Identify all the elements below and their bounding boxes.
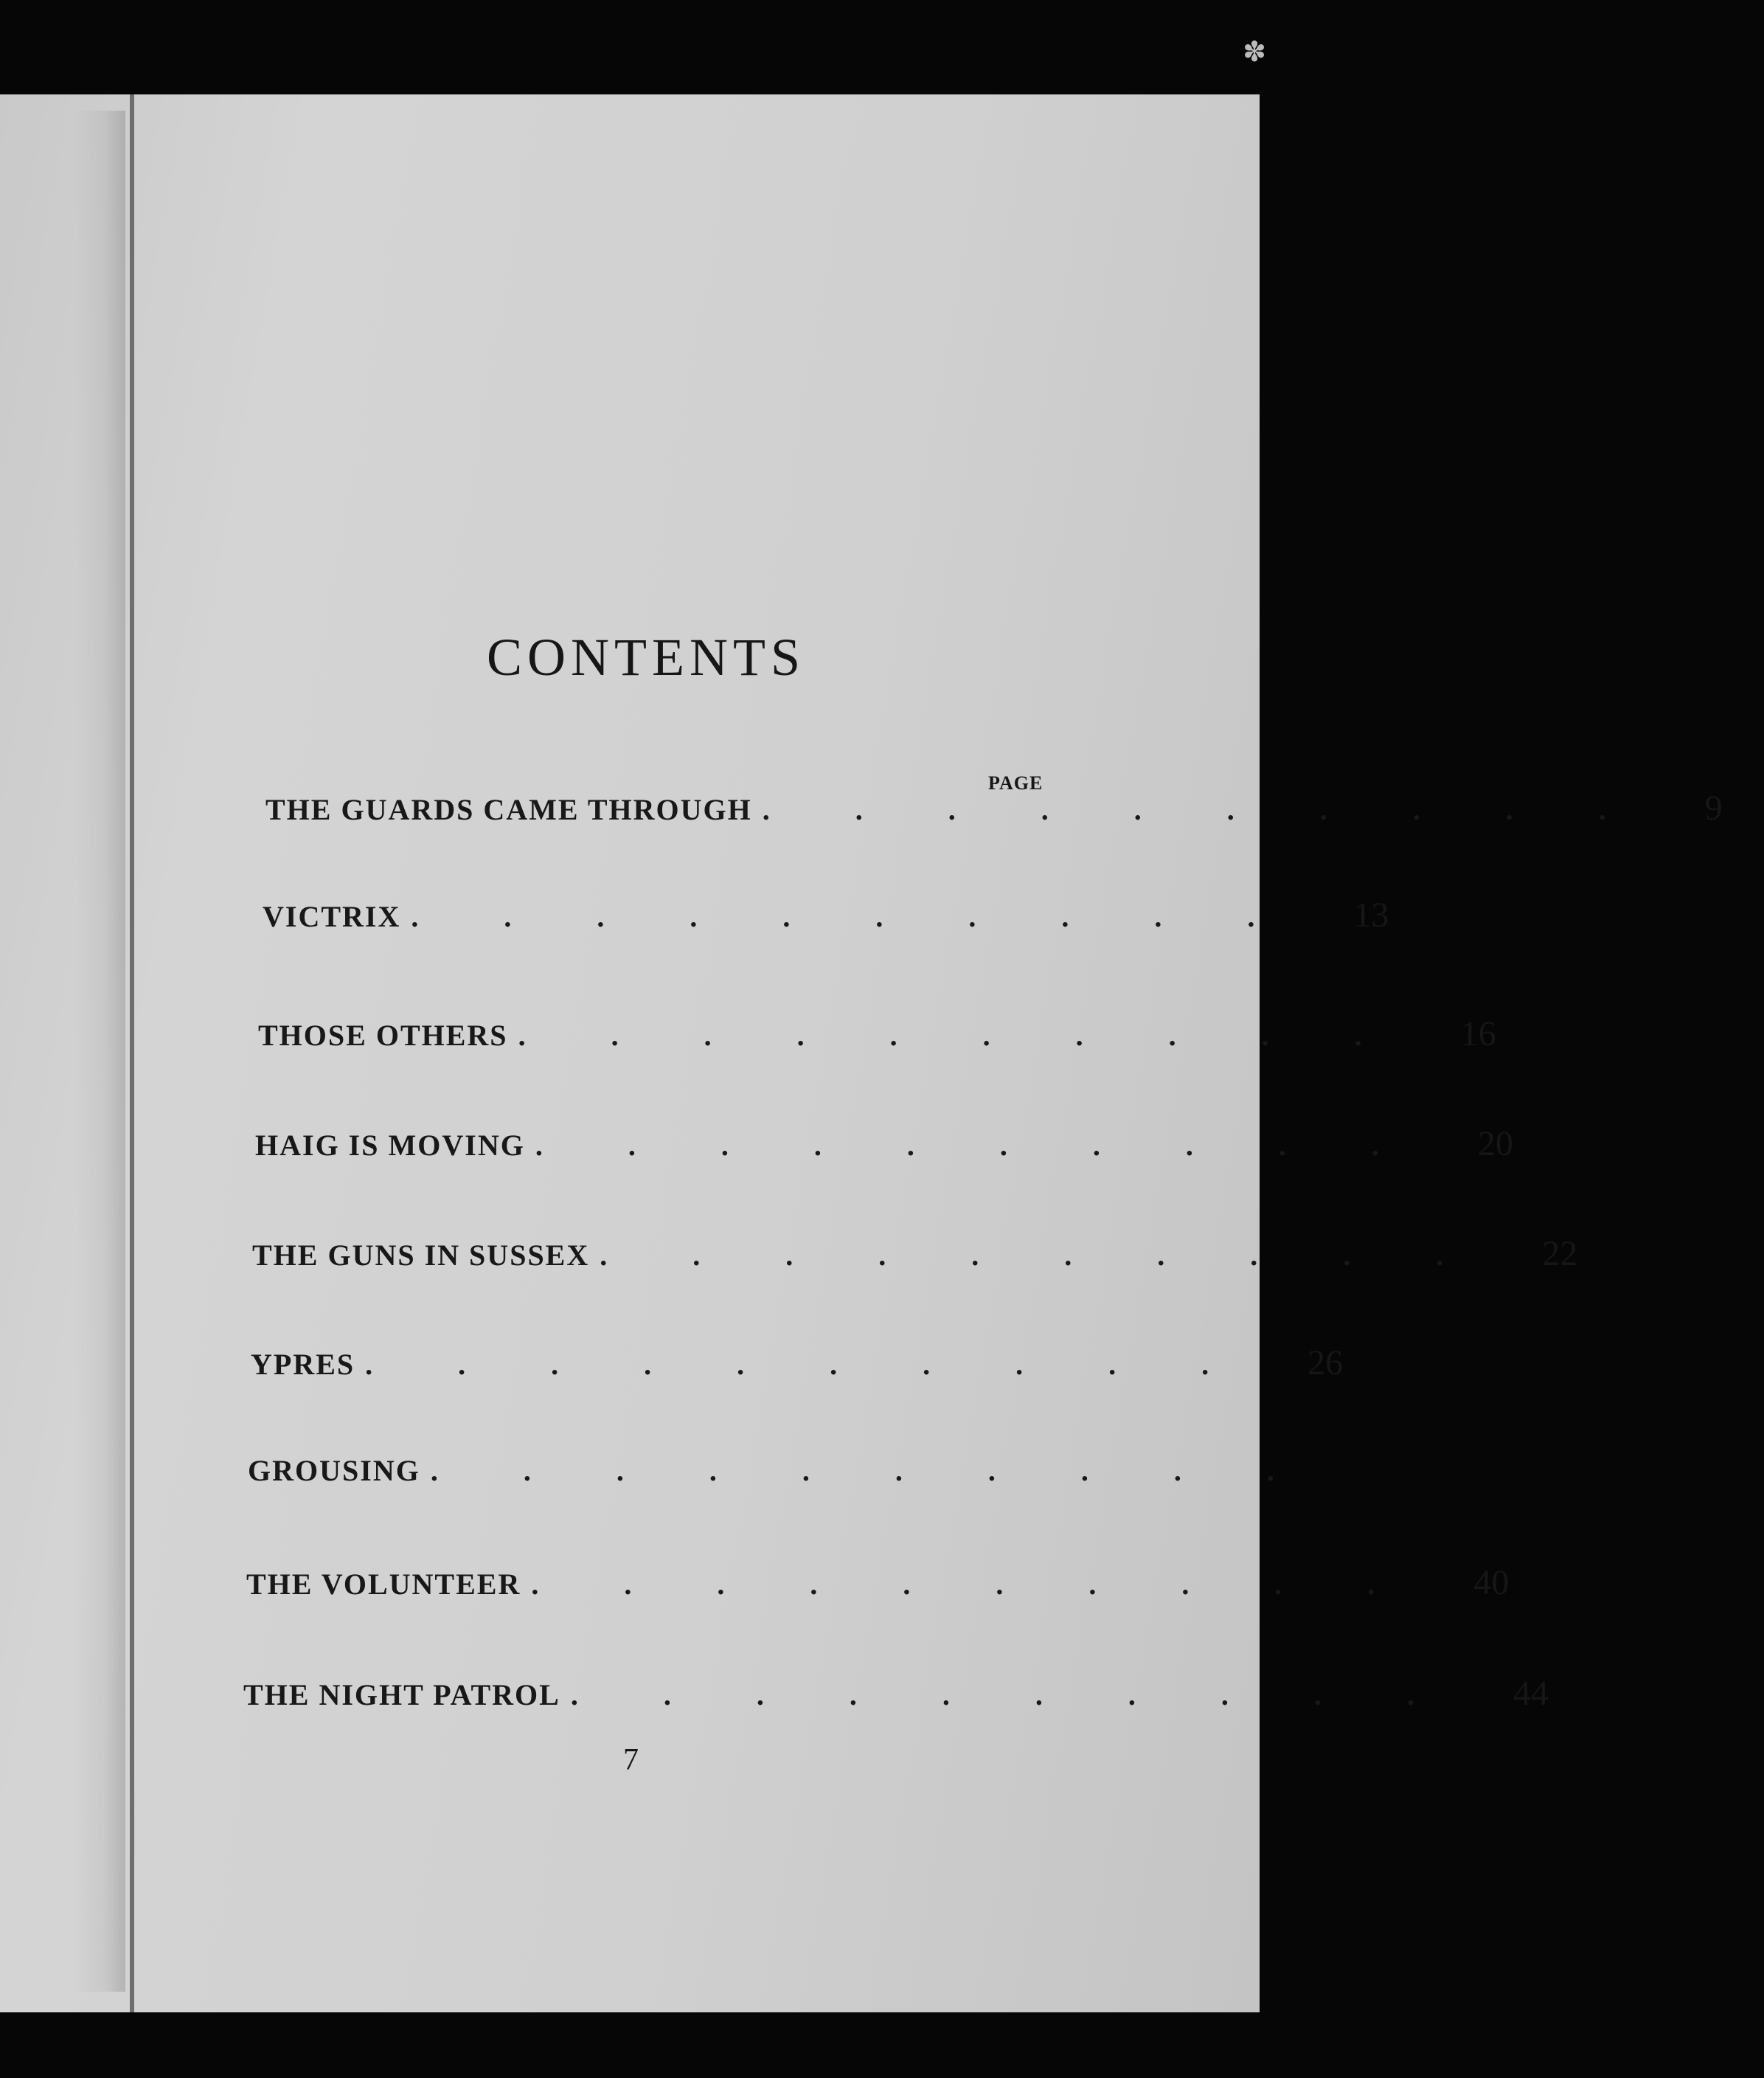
dot-leader: .......... — [762, 793, 1692, 826]
toc-entry-page: 40 — [1473, 1563, 1510, 1602]
page-number: 7 — [623, 1743, 639, 1777]
contents-heading: CONTENTS — [487, 628, 805, 687]
toc-entry-page: 44 — [1513, 1674, 1549, 1713]
toc-entry[interactable] — [251, 1343, 1344, 1394]
toc-entry[interactable] — [243, 1673, 1549, 1725]
toc-entry-page: 20 — [1477, 1124, 1513, 1163]
toc-entry-title: HAIG IS MOVING — [255, 1129, 525, 1162]
dot-leader: .......... — [365, 1348, 1295, 1381]
toc-entry-title: YPRES — [251, 1348, 355, 1381]
toc-entry[interactable] — [265, 788, 1723, 839]
dot-leader: .......... — [518, 1019, 1448, 1052]
toc-entry-page: 26 — [1308, 1343, 1344, 1382]
toc-entry[interactable] — [246, 1562, 1510, 1614]
toc-entry-page: 9 — [1704, 789, 1723, 828]
dot-leader: .......... — [411, 900, 1341, 933]
toc-entry-title: THE GUARDS CAME THROUGH — [265, 793, 752, 826]
toc-entry[interactable] — [248, 1453, 1360, 1505]
gutter-shadow — [74, 111, 125, 1992]
dot-leader: .......... — [535, 1129, 1465, 1162]
toc-entry-page: 22 — [1542, 1234, 1578, 1273]
toc-entry-title: THE NIGHT PATROL — [243, 1678, 560, 1711]
page-column-label: PAGE — [988, 772, 1044, 794]
dot-leader: .......... — [531, 1568, 1461, 1601]
toc-entry-title: THOSE OTHERS — [258, 1019, 508, 1052]
toc-entry-title: GROUSING — [248, 1454, 420, 1487]
dot-leader: .......... — [600, 1239, 1529, 1272]
toc-entry-title: VICTRIX — [263, 900, 401, 933]
toc-entry-page: 13 — [1353, 896, 1389, 935]
toc-entry[interactable] — [263, 895, 1389, 946]
dot-leader: .......... — [570, 1678, 1500, 1711]
scan-artifact-icon: ✽ — [1243, 35, 1266, 68]
toc-entry-title: THE GUNS IN SUSSEX — [252, 1239, 590, 1272]
dot-leader: .......... — [430, 1454, 1360, 1487]
toc-entry-page: 16 — [1460, 1014, 1496, 1053]
book-spine — [130, 94, 134, 2012]
toc-entry[interactable] — [252, 1233, 1578, 1285]
toc-entry[interactable] — [258, 1014, 1496, 1065]
toc-entry[interactable] — [255, 1123, 1513, 1175]
toc-entry-title: THE VOLUNTEER — [246, 1568, 521, 1601]
